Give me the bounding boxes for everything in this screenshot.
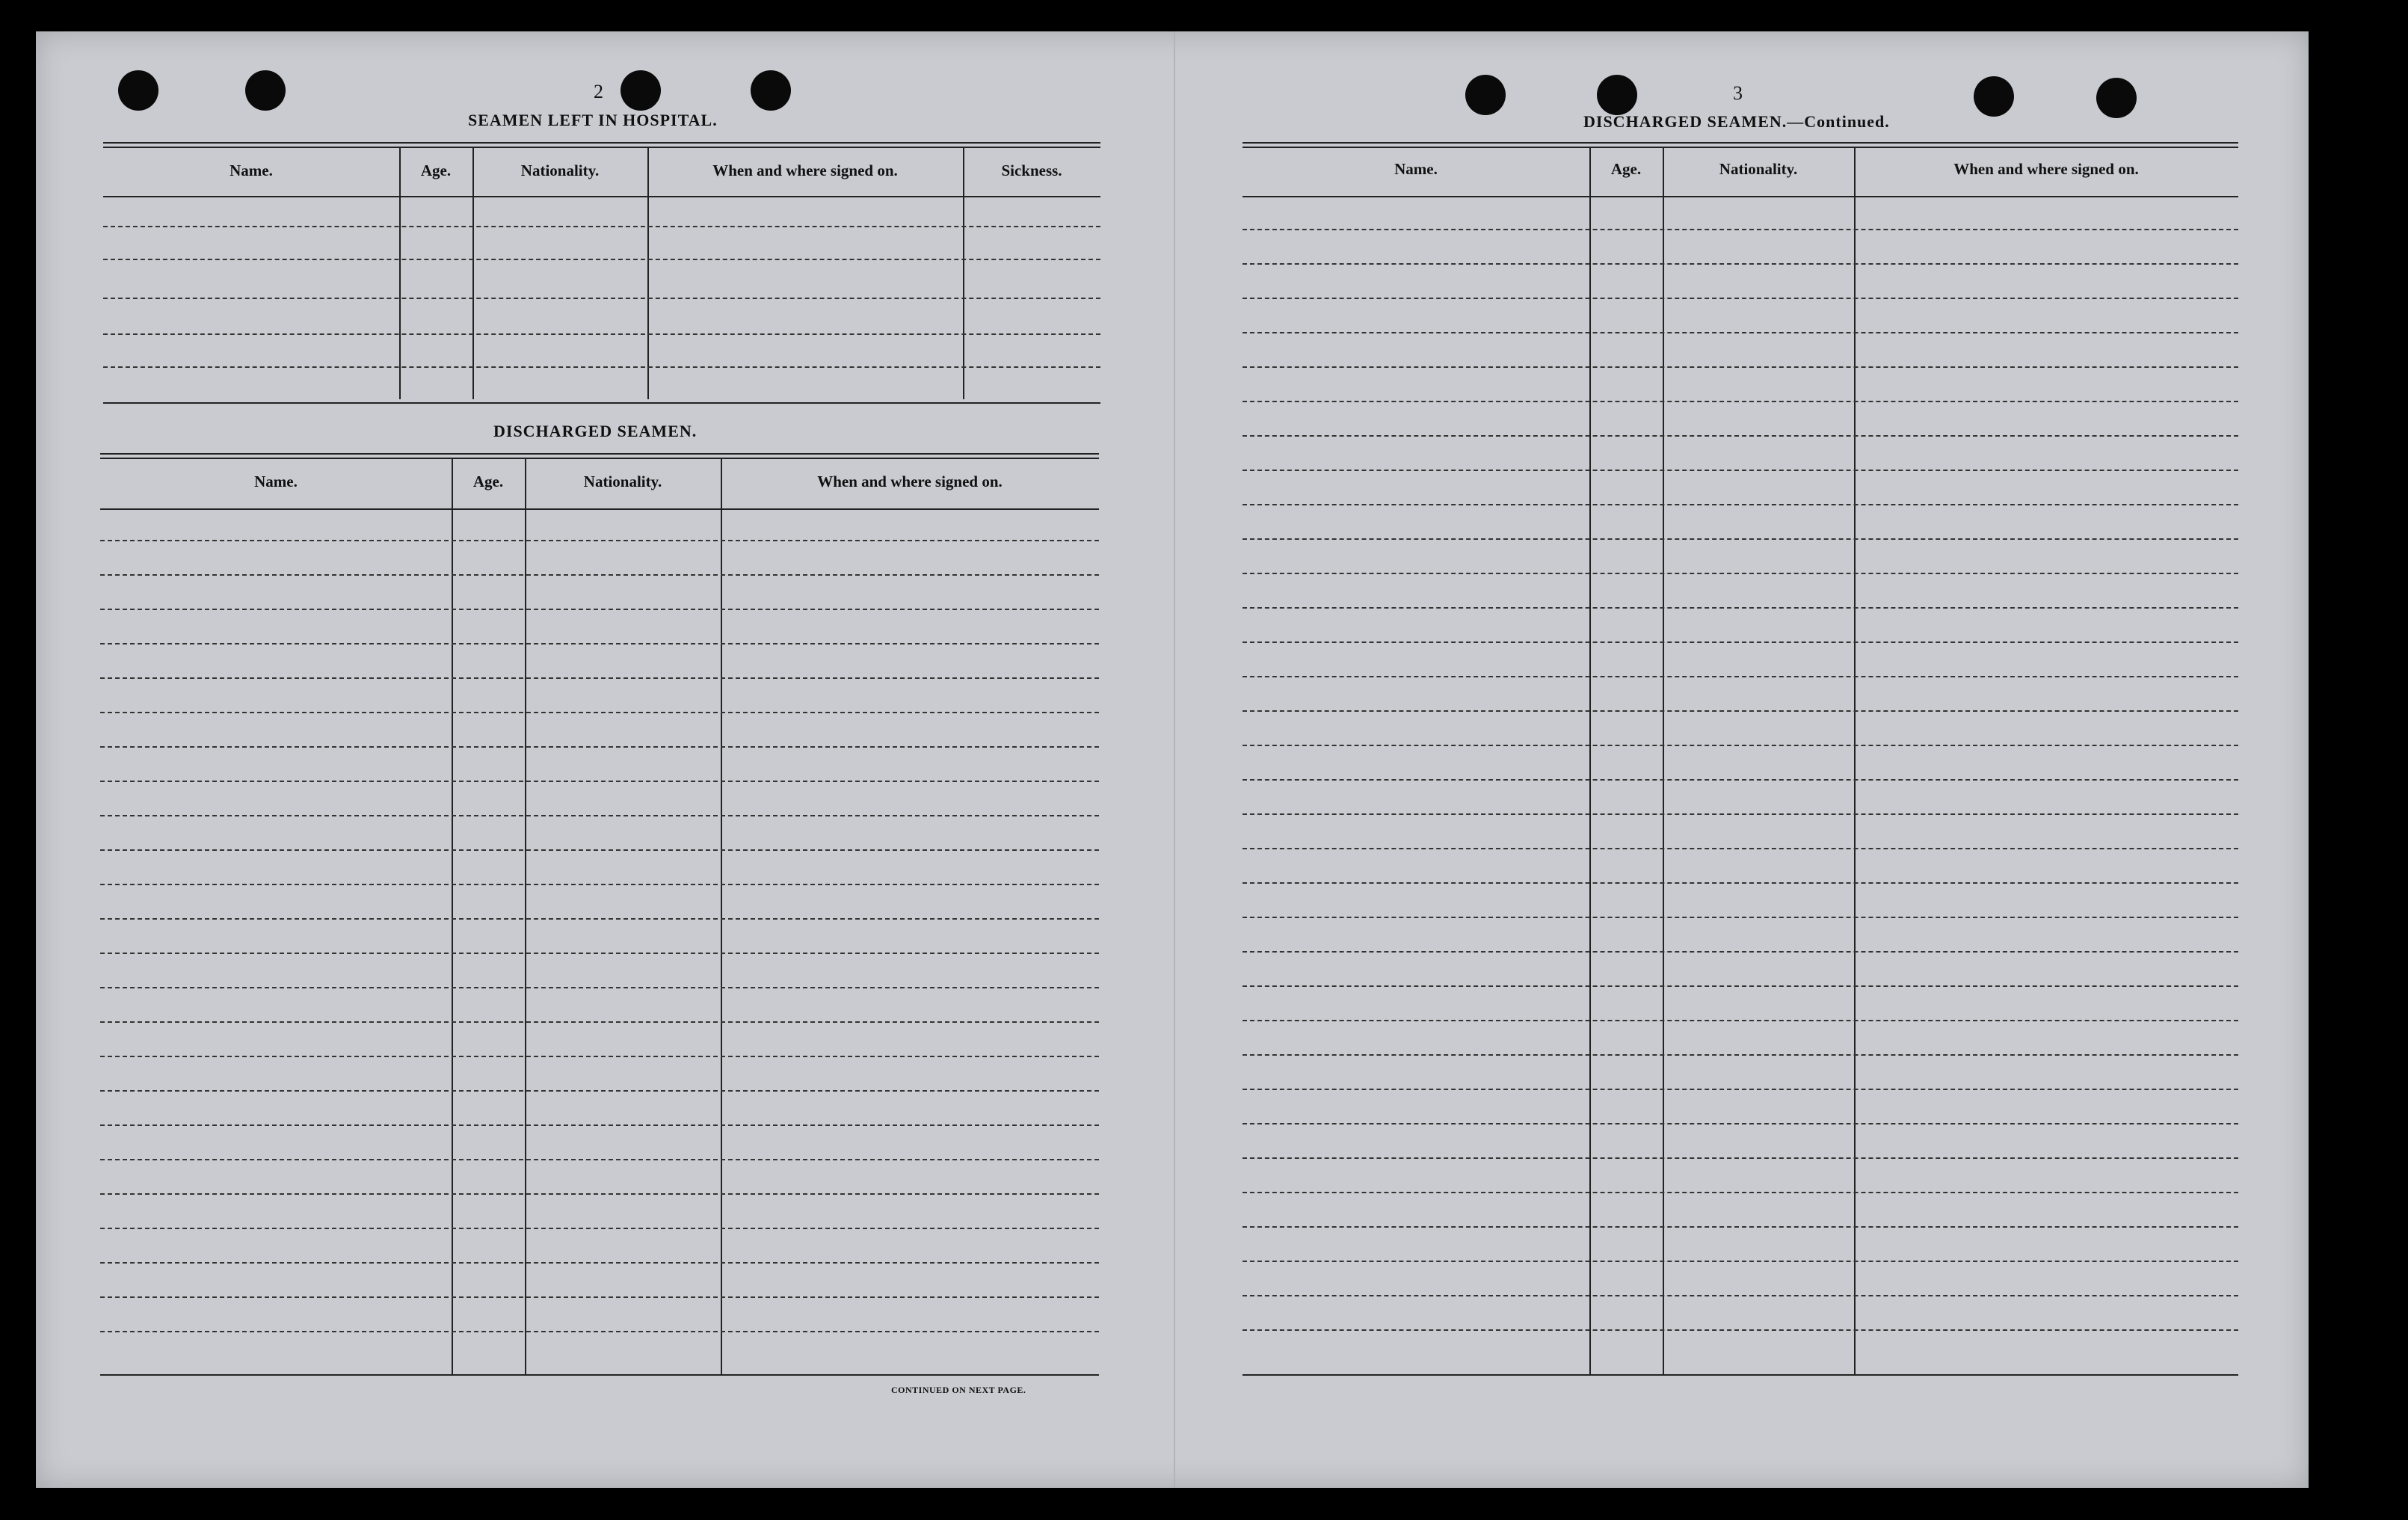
discharged-table-right — [1243, 142, 2238, 1380]
col-header-name: Name. — [254, 473, 298, 490]
col-header-sickness: Sickness. — [1001, 161, 1062, 179]
discharged-continued-title: DISCHARGED SEAMEN.—Continued. — [1583, 112, 1890, 131]
col-header-nationality: Nationality. — [583, 473, 662, 490]
col-header-name: Name. — [230, 161, 273, 179]
page-number-right: 3 — [1733, 82, 1743, 104]
page-number-left: 2 — [594, 81, 603, 102]
hospital-table — [103, 142, 1100, 408]
punch-hole — [621, 70, 661, 111]
col-header-age: Age. — [420, 161, 452, 179]
col-header-nationality: Nationality. — [520, 161, 600, 179]
col-header-age: Age. — [1610, 160, 1642, 178]
punch-hole — [1974, 76, 2014, 117]
punch-hole — [245, 70, 286, 111]
discharged-section-title: DISCHARGED SEAMEN. — [493, 422, 698, 440]
col-header-signed-on: When and where signed on. — [1953, 160, 2139, 178]
punch-hole — [118, 70, 158, 111]
page-fold — [1174, 31, 1175, 1488]
discharged-table-left — [100, 453, 1099, 1380]
col-header-signed-on: When and where signed on. — [817, 473, 1003, 490]
punch-hole — [1465, 75, 1506, 115]
punch-hole — [2096, 78, 2137, 118]
continued-note: CONTINUED ON NEXT PAGE. — [891, 1385, 1026, 1395]
col-header-nationality: Nationality. — [1719, 160, 1798, 178]
col-header-name: Name. — [1394, 160, 1438, 178]
col-header-age: Age. — [472, 473, 504, 490]
col-header-signed-on: When and where signed on. — [712, 161, 898, 179]
punch-hole — [751, 70, 791, 111]
punch-hole — [1597, 75, 1637, 115]
hospital-section-title: SEAMEN LEFT IN HOSPITAL. — [468, 111, 718, 129]
